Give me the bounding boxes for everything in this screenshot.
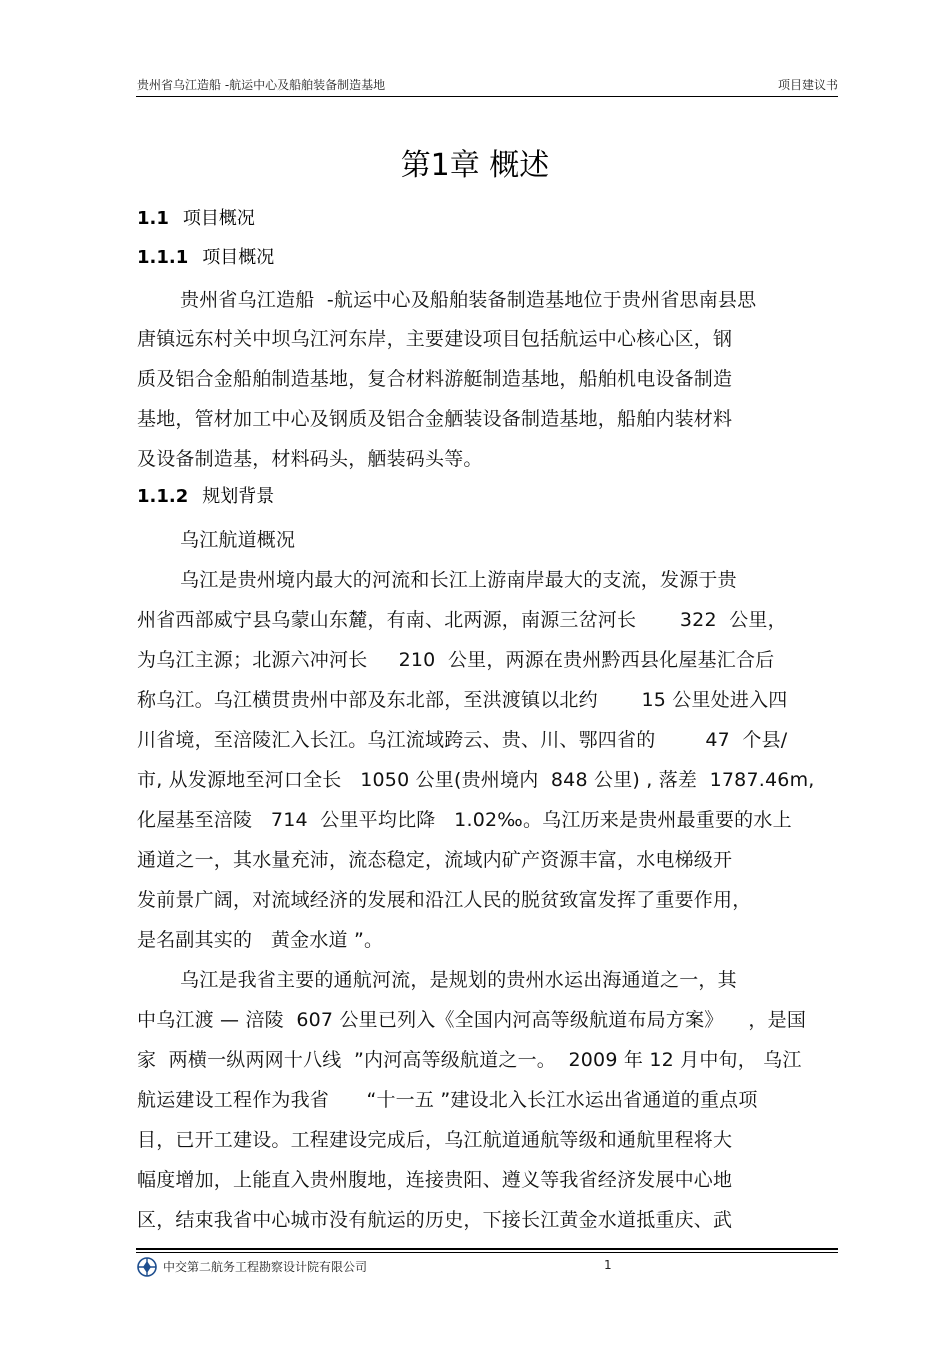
paragraph-line: 乌江是贵州境内最大的河流和长江上游南岸最大的支流，发源于贵 — [180, 569, 737, 591]
section-title: 规划背景 — [202, 486, 275, 507]
paragraph-line: 及设备制造基，材料码头，舾装码头等。 — [137, 448, 483, 470]
company-logo-icon — [136, 1256, 158, 1278]
header-left-title: 贵州省乌江造船 -航运中心及船舶装备制造基地 — [137, 78, 386, 92]
paragraph-line: 幅度增加，上能直入贵州腹地，连接贵阳、遵义等我省经济发展中心地 — [137, 1169, 733, 1191]
subheading: 乌江航道概况 — [180, 529, 296, 551]
paragraph-line: 发前景广阔，对流域经济的发展和沿江人民的脱贫致富发挥了重要作用， — [137, 889, 752, 911]
paragraph-line: 区，结束我省中心城市没有航运的历史，下接长江黄金水道抵重庆、武 — [137, 1209, 733, 1231]
paragraph-line: 唐镇远东村关中坝乌江河东岸，主要建设项目包括航运中心核心区，钢 — [137, 328, 733, 350]
chapter-title: 第1章 概述 — [400, 148, 550, 183]
paragraph-line: 是名副其实的 黄金水道 ”。 — [137, 929, 384, 951]
paragraph-line: 通道之一，其水量充沛，流态稳定，流域内矿产资源丰富，水电梯级开 — [137, 849, 733, 871]
section-1-1-heading — [137, 204, 255, 230]
paragraph-line: 称乌江。乌江横贯贵州中部及东北部，至洪渡镇以北约 15 公里处进入四 — [137, 689, 788, 711]
paragraph-line: 为乌江主源；北源六冲河长 210 公里，两源在贵州黔西县化屋基汇合后 — [137, 649, 775, 671]
section-title: 项目概况 — [202, 247, 275, 268]
paragraph-line: 州省西部威宁县乌蒙山东麓，有南、北两源，南源三岔河长 322 公里， — [137, 609, 787, 631]
paragraph-line: 家 两横一纵两网十八线 ”内河高等级航道之一。 2009 年 12 月中旬， 乌江 — [137, 1049, 802, 1071]
paragraph-line: 市, 从发源地至河口全长 1050 公里(贵州境内 848 公里) , 落差 1787.46m, — [137, 769, 815, 791]
paragraph-line: 航运建设工程作为我省 “十一五 ”建设北入长江水运出省通道的重点项 — [137, 1089, 758, 1111]
paragraph-line: 目，已开工建设。工程建设完成后，乌江航道通航等级和通航里程将大 — [137, 1129, 733, 1151]
paragraph-line: 贵州省乌江造船 -航运中心及船舶装备制造基地位于贵州省思南县思 — [180, 289, 757, 311]
header-right-title: 项目建议书 — [777, 78, 838, 92]
section-number: 1.1.1 — [137, 247, 189, 268]
paragraph-line: 基地，管材加工中心及钢质及铝合金舾装设备制造基地，船舶内装材料 — [137, 408, 733, 430]
section-title: 项目概况 — [182, 208, 255, 229]
footer-company: 中交第二航务工程勘察设计院有限公司 — [163, 1260, 368, 1274]
paragraph-line: 中乌江渡 — 涪陵 607 公里已列入《全国内河高等级航道布局方案》 ，是国 — [137, 1009, 807, 1031]
section-number: 1.1.2 — [137, 486, 189, 507]
footer-rule — [136, 1248, 838, 1250]
header-rule — [136, 96, 838, 97]
paragraph-line: 质及铝合金船舶制造基地，复合材料游艇制造基地，船舶机电设备制造 — [137, 368, 733, 390]
page-number: 1 — [604, 1258, 612, 1272]
section-1-1-2-heading — [137, 482, 274, 508]
footer-rule-thin — [136, 1252, 838, 1253]
paragraph-line: 化屋基至涪陵 714 公里平均比降 1.02‰。乌江历来是贵州最重要的水上 — [137, 809, 792, 831]
section-number: 1.1 — [137, 208, 169, 229]
paragraph-line: 川省境，至涪陵汇入长江。乌江流域跨云、贵、川、鄂四省的 47 个县/ — [137, 729, 788, 751]
section-1-1-1-heading — [137, 243, 274, 269]
paragraph-line: 乌江是我省主要的通航河流，是规划的贵州水运出海通道之一，其 — [180, 969, 737, 991]
